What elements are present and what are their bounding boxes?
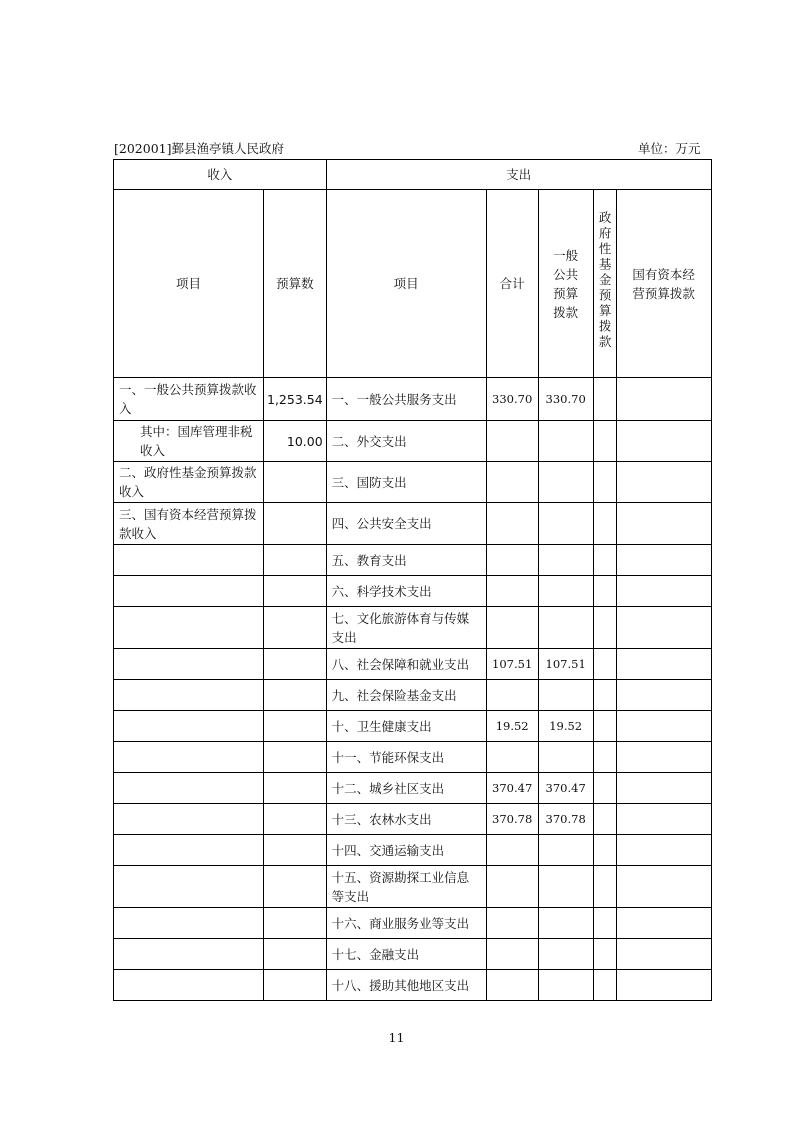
- table-row: [114, 545, 712, 576]
- expense-total-cell: [486, 545, 538, 576]
- expense-fund-cell: [593, 680, 616, 711]
- expense-general-cell: [538, 908, 593, 939]
- expense-total-cell: [486, 503, 538, 545]
- expense-general-cell: 107.51: [538, 649, 593, 680]
- table-row: [114, 607, 712, 649]
- table-row: [114, 378, 712, 421]
- expense-item-cell: 十八、援助其他地区支出: [326, 970, 486, 1001]
- income-item-cell: [114, 908, 264, 939]
- income-item-cell: [114, 545, 264, 576]
- expense-fund-cell: [593, 742, 616, 773]
- income-amount-cell: [264, 742, 327, 773]
- expense-general-cell: [538, 835, 593, 866]
- income-amount-cell: [264, 804, 327, 835]
- expense-general-cell: [538, 545, 593, 576]
- col-state-capital: 国有资本经营预算拨款: [616, 190, 711, 378]
- expense-total-cell: 107.51: [486, 649, 538, 680]
- income-amount-cell: [264, 866, 327, 908]
- expense-fund-cell: [593, 649, 616, 680]
- table-row: [114, 866, 712, 908]
- income-header: 收入: [114, 160, 327, 190]
- income-item-cell: [114, 576, 264, 607]
- table-row: [114, 462, 712, 503]
- expense-general-cell: [538, 866, 593, 908]
- expense-state-cell: [616, 503, 711, 545]
- table-row: [114, 421, 712, 462]
- expense-general-cell: 370.47: [538, 773, 593, 804]
- col-general-budget: 一般公共预算拨款: [538, 190, 593, 378]
- col-expense-item: 项目: [326, 190, 486, 378]
- expense-state-cell: [616, 711, 711, 742]
- expense-general-cell: [538, 503, 593, 545]
- expense-item-cell: 十四、交通运输支出: [326, 835, 486, 866]
- table-row: [114, 576, 712, 607]
- income-amount-cell: [264, 939, 327, 970]
- income-item-cell: [114, 866, 264, 908]
- expense-fund-cell: [593, 835, 616, 866]
- expense-fund-cell: [593, 711, 616, 742]
- expense-item-cell: 十一、节能环保支出: [326, 742, 486, 773]
- expense-total-cell: [486, 939, 538, 970]
- expense-item-cell: 九、社会保险基金支出: [326, 680, 486, 711]
- table-row: [114, 680, 712, 711]
- expense-fund-cell: [593, 908, 616, 939]
- expense-fund-cell: [593, 545, 616, 576]
- income-amount-cell: [264, 649, 327, 680]
- col-fund-budget: 政府性基金预算拨款: [597, 211, 613, 351]
- table-row: [114, 649, 712, 680]
- expense-fund-cell: [593, 503, 616, 545]
- income-amount-cell: [264, 970, 327, 1001]
- organization-label: [202001]鄞县渔亭镇人民政府: [114, 141, 284, 156]
- expense-total-cell: [486, 835, 538, 866]
- expense-state-cell: [616, 576, 711, 607]
- expense-state-cell: [616, 421, 711, 462]
- income-amount-cell: [264, 908, 327, 939]
- expense-item-cell: 十七、金融支出: [326, 939, 486, 970]
- table-row: [114, 835, 712, 866]
- page-number: 11: [388, 1030, 405, 1045]
- expense-general-cell: [538, 421, 593, 462]
- expense-item-cell: 十二、城乡社区支出: [326, 773, 486, 804]
- income-amount-cell: [264, 545, 327, 576]
- table-row: [114, 804, 712, 835]
- income-amount-cell: [264, 503, 327, 545]
- table-row: [114, 939, 712, 970]
- expense-item-cell: 六、科学技术支出: [326, 576, 486, 607]
- expense-state-cell: [616, 607, 711, 649]
- expense-state-cell: [616, 866, 711, 908]
- expense-item-cell: 十六、商业服务业等支出: [326, 908, 486, 939]
- expense-total-cell: [486, 742, 538, 773]
- expense-state-cell: [616, 804, 711, 835]
- expense-total-cell: [486, 970, 538, 1001]
- expense-fund-cell: [593, 970, 616, 1001]
- income-item-cell: [114, 607, 264, 649]
- table-row: [114, 773, 712, 804]
- income-item-cell: [114, 742, 264, 773]
- table-row: [114, 742, 712, 773]
- expense-total-cell: 19.52: [486, 711, 538, 742]
- income-amount-cell: [264, 462, 327, 503]
- income-item-cell: 一、一般公共预算拨款收入: [114, 378, 264, 421]
- budget-table: [113, 159, 712, 1001]
- income-item-cell: [114, 835, 264, 866]
- income-amount-cell: [264, 607, 327, 649]
- table-row: [114, 970, 712, 1001]
- expense-total-cell: [486, 866, 538, 908]
- expense-fund-cell: [593, 773, 616, 804]
- income-amount-cell: [264, 680, 327, 711]
- expense-general-cell: 370.78: [538, 804, 593, 835]
- expense-state-cell: [616, 545, 711, 576]
- expense-item-cell: 五、教育支出: [326, 545, 486, 576]
- income-amount-cell: 10.00: [264, 421, 327, 462]
- expense-fund-cell: [593, 804, 616, 835]
- expense-total-cell: [486, 576, 538, 607]
- expense-total-cell: [486, 421, 538, 462]
- expense-total-cell: 370.78: [486, 804, 538, 835]
- table-row: [114, 503, 712, 545]
- expense-total-cell: 370.47: [486, 773, 538, 804]
- income-item-cell: 二、政府性基金预算拨款收入: [114, 462, 264, 503]
- expense-total-cell: [486, 462, 538, 503]
- expense-state-cell: [616, 970, 711, 1001]
- expense-state-cell: [616, 378, 711, 421]
- expense-total-cell: [486, 680, 538, 711]
- expense-fund-cell: [593, 378, 616, 421]
- income-item-cell: [114, 773, 264, 804]
- expense-general-cell: [538, 607, 593, 649]
- expense-state-cell: [616, 742, 711, 773]
- col-income-item: 项目: [114, 190, 264, 378]
- expense-general-cell: [538, 742, 593, 773]
- expense-state-cell: [616, 939, 711, 970]
- expense-total-cell: [486, 908, 538, 939]
- expense-header: 支出: [326, 160, 711, 190]
- expense-item-cell: 七、文化旅游体育与传媒支出: [326, 607, 486, 649]
- expense-state-cell: [616, 680, 711, 711]
- income-amount-cell: [264, 576, 327, 607]
- income-item-cell: [114, 680, 264, 711]
- income-item-cell: [114, 711, 264, 742]
- col-income-amount: 预算数: [264, 190, 327, 378]
- income-amount-cell: [264, 773, 327, 804]
- expense-fund-cell: [593, 421, 616, 462]
- expense-state-cell: [616, 908, 711, 939]
- table-row: [114, 711, 712, 742]
- expense-state-cell: [616, 835, 711, 866]
- income-item-cell: [114, 649, 264, 680]
- expense-general-cell: [538, 576, 593, 607]
- expense-general-cell: [538, 680, 593, 711]
- col-total: 合计: [486, 190, 538, 378]
- expense-item-cell: 四、公共安全支出: [326, 503, 486, 545]
- expense-general-cell: [538, 939, 593, 970]
- expense-item-cell: 八、社会保障和就业支出: [326, 649, 486, 680]
- expense-total-cell: [486, 607, 538, 649]
- expense-general-cell: 330.70: [538, 378, 593, 421]
- expense-state-cell: [616, 462, 711, 503]
- income-amount-cell: 1,253.54: [264, 378, 327, 421]
- income-amount-cell: [264, 711, 327, 742]
- income-amount-cell: [264, 835, 327, 866]
- expense-item-cell: 十三、农林水支出: [326, 804, 486, 835]
- income-item-cell: [114, 970, 264, 1001]
- expense-fund-cell: [593, 462, 616, 503]
- income-item-cell: [114, 804, 264, 835]
- expense-fund-cell: [593, 576, 616, 607]
- income-item-cell: 三、国有资本经营预算拨款收入: [114, 503, 264, 545]
- expense-item-cell: 十五、资源勘探工业信息等支出: [326, 866, 486, 908]
- expense-general-cell: [538, 462, 593, 503]
- expense-state-cell: [616, 649, 711, 680]
- expense-general-cell: [538, 970, 593, 1001]
- expense-state-cell: [616, 773, 711, 804]
- expense-fund-cell: [593, 866, 616, 908]
- expense-total-cell: 330.70: [486, 378, 538, 421]
- unit-label: 单位：万元: [638, 141, 701, 156]
- expense-general-cell: 19.52: [538, 711, 593, 742]
- table-row: [114, 908, 712, 939]
- expense-item-cell: 三、国防支出: [326, 462, 486, 503]
- expense-item-cell: 十、卫生健康支出: [326, 711, 486, 742]
- expense-item-cell: 二、外交支出: [326, 421, 486, 462]
- expense-item-cell: 一、一般公共服务支出: [326, 378, 486, 421]
- income-item-cell: 其中：国库管理非税收入: [114, 421, 264, 462]
- expense-fund-cell: [593, 607, 616, 649]
- expense-fund-cell: [593, 939, 616, 970]
- income-item-cell: [114, 939, 264, 970]
